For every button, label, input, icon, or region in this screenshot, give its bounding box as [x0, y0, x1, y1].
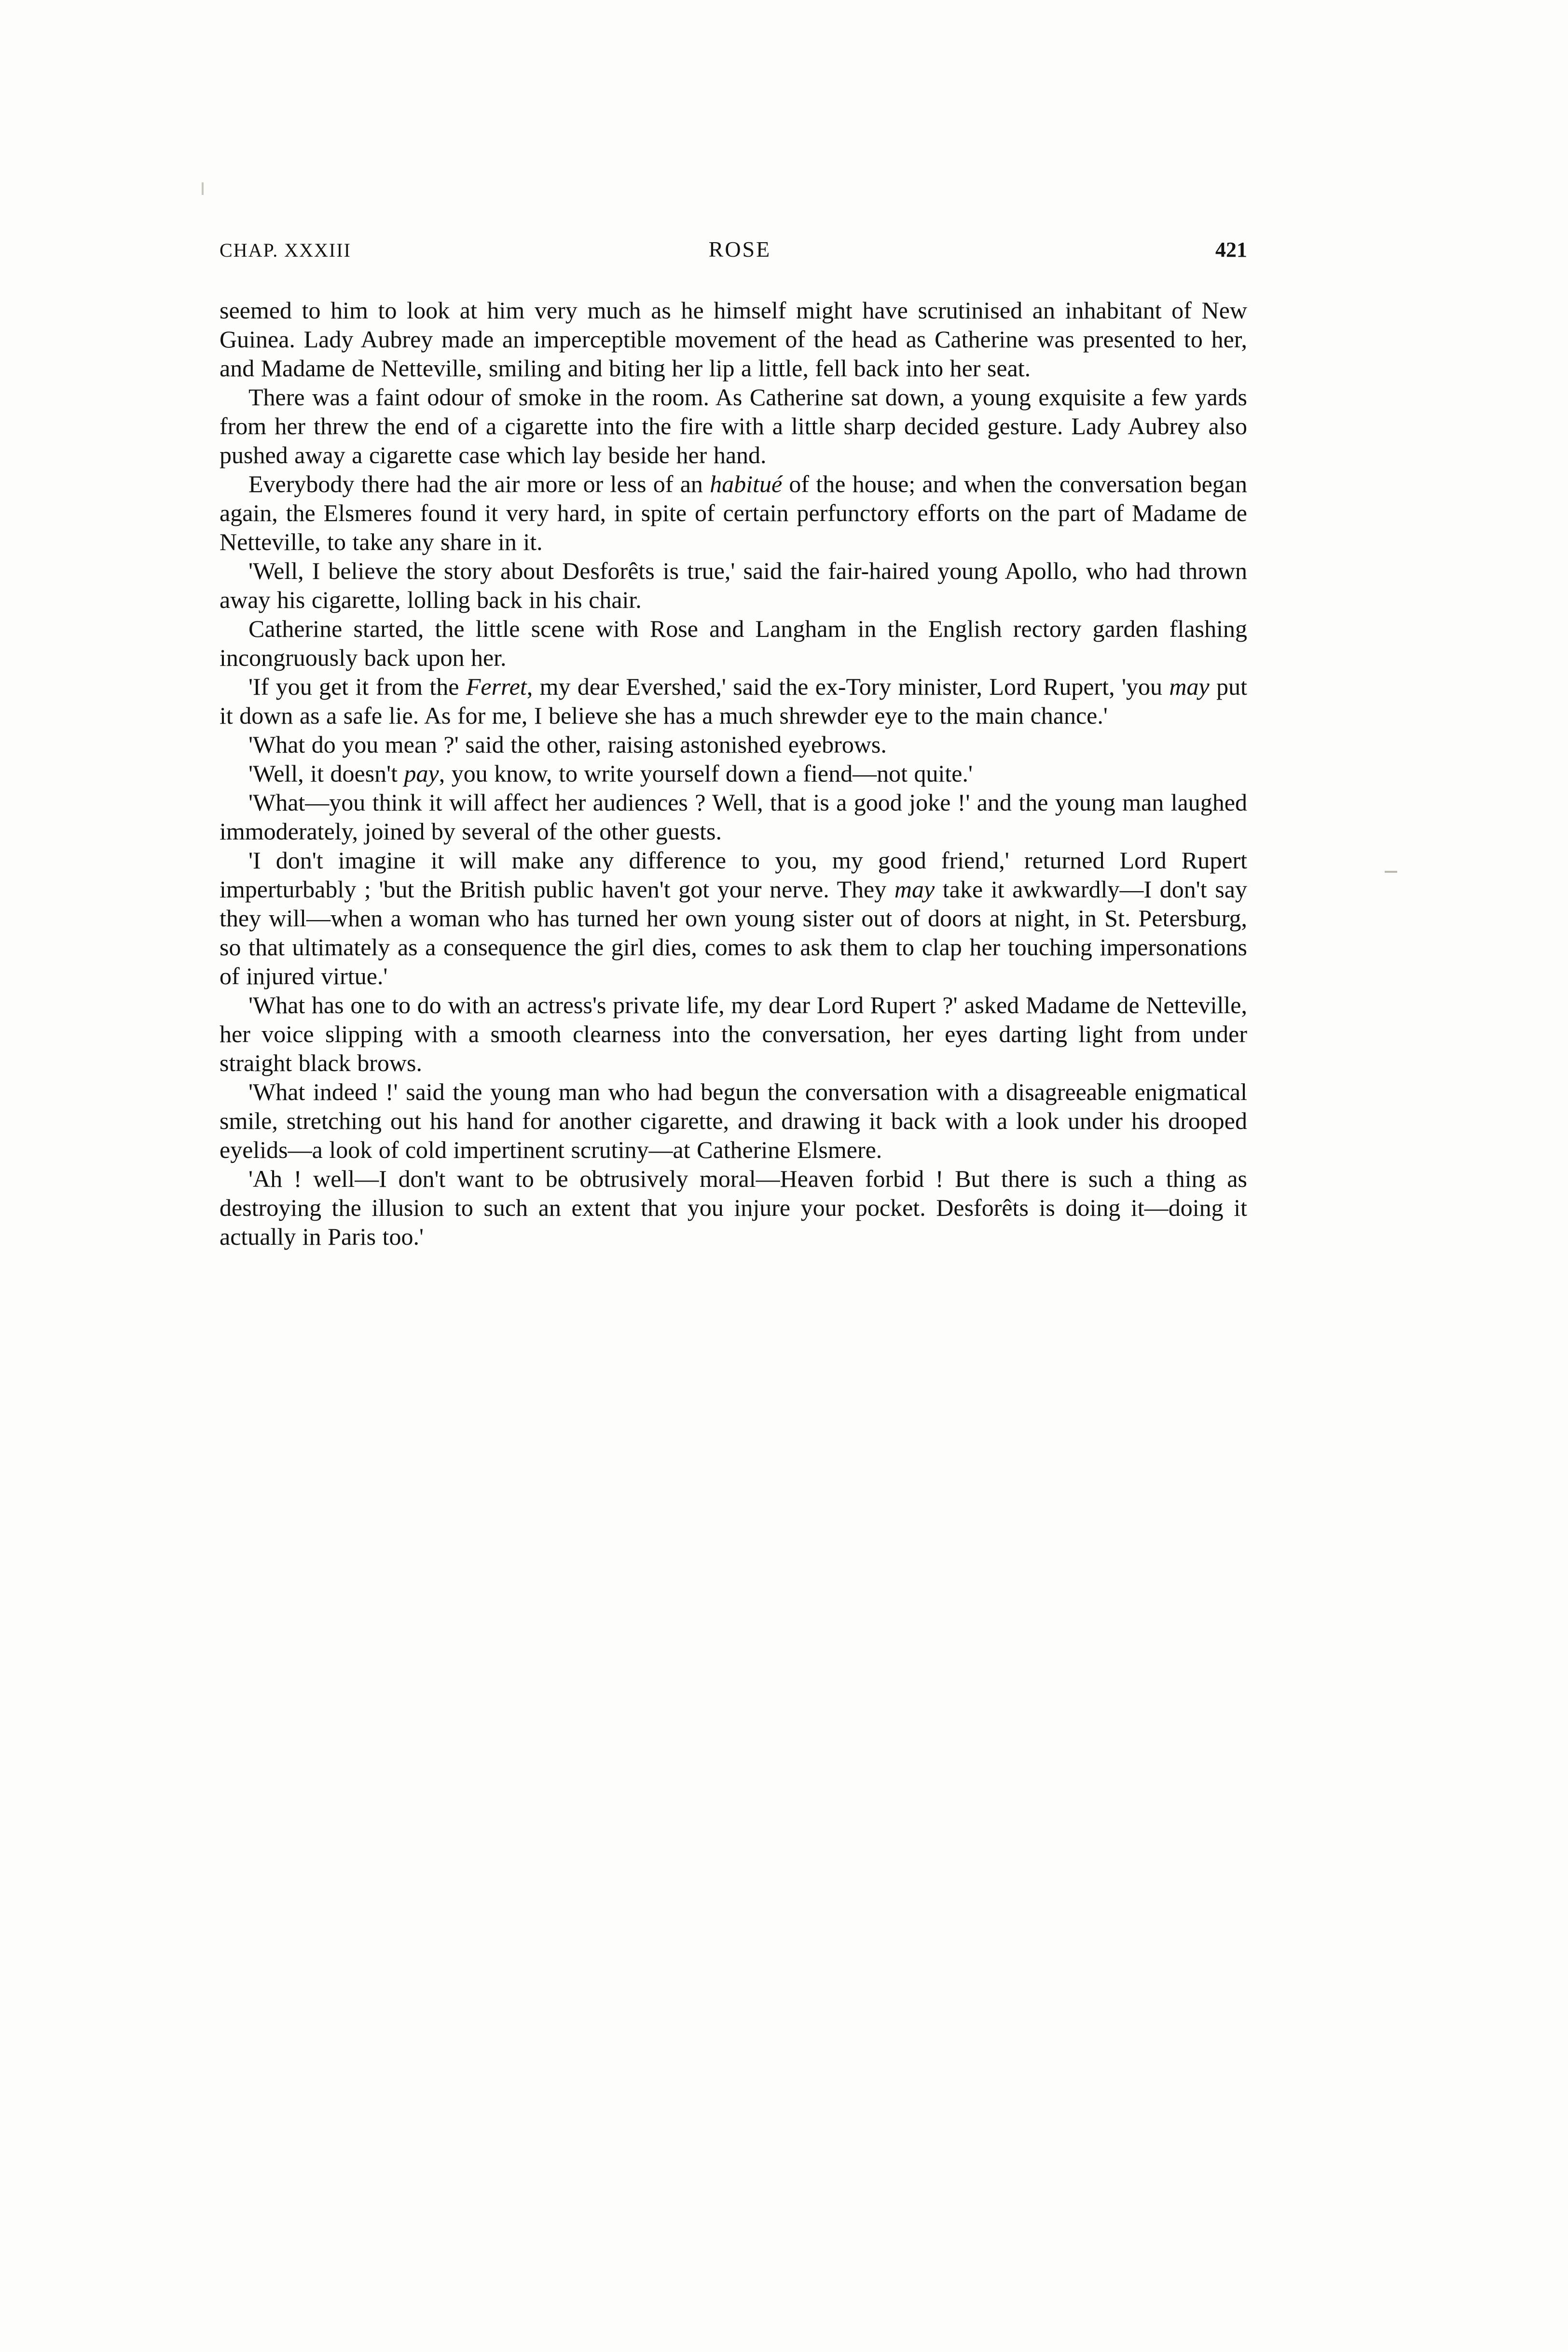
paragraph: 'Ah ! well—I don't want to be obtrusively moral—Heaven forbid ! But there is such a thing as destroying the illusion to such an extent that you injure your pocket. Desforêts is doing it—doing it actually in Paris too.'	[220, 1165, 1247, 1250]
paragraph: 'What do you mean ?' said the other, raising astonished eyebrows.	[248, 731, 887, 758]
paragraph: 'I don't imagine it will make any difference to you, my good friend,' returned Lord Rupert imperturbably ; 'but the British public haven't got your nerve. They may take it awkwardly—I don't say they will—when a woman who has turned her own young sister out of doors at night, in St. Petersburg, so that ultimately as a consequence the girl dies, comes to ask them to clap her touching impersonations of injured virtue.'	[220, 847, 1247, 990]
paragraph: Everybody there had the air more or less of an habitué of the house; and when the conversation began again, the Elsmeres found it very hard, in spite of certain perfunctory efforts on the part of Madame de Netteville, to take any share in it.	[220, 470, 1247, 555]
paragraph: 'Well, I believe the story about Desforêts is true,' said the fair-haired young Apollo, who had thrown away his cigarette, lolling back in his chair.	[220, 557, 1247, 613]
page-edge-mark	[1385, 871, 1397, 873]
page-number: 421	[1215, 238, 1247, 261]
paragraph: 'If you get it from the Ferret, my dear Evershed,' said the ex-Tory minister, Lord Rupert, 'you may put it down as a safe lie. As for me, I believe she has a much shrewder eye to the main chance.'	[220, 673, 1247, 729]
paragraph: There was a faint odour of smoke in the room. As Catherine sat down, a young exquisite a few yards from her threw the end of a cigarette into the fire with a little sharp decided gesture. Lady Aubrey also pushed away a cigarette case which lay beside her hand.	[220, 384, 1247, 468]
running-head	[220, 236, 1247, 262]
page-spine-mark	[202, 182, 204, 195]
paragraph: seemed to him to look at him very much as he himself might have scrutinised an inhabitant of New Guinea. Lady Aubrey made an imperceptible movement of the head as Catherine was presented to her, and Madame de Netteville, smiling and biting her lip a little, fell back into her seat.	[220, 297, 1247, 382]
paragraph: 'What has one to do with an actress's private life, my dear Lord Rupert ?' asked Madame de Netteville, her voice slipping with a smooth clearness into the conversation, her eyes darting light from under straight black brows.	[220, 991, 1247, 1076]
running-head-title: ROSE	[708, 237, 771, 261]
paragraph: 'What—you think it will affect her audiences ? Well, that is a good joke !' and the young man laughed immoderately, joined by several of the other guests.	[220, 789, 1247, 845]
paragraph: 'Well, it doesn't pay, you know, to write yourself down a fiend—not quite.'	[248, 760, 973, 787]
running-head-chapter: CHAP. XXXIII	[220, 239, 351, 261]
paragraph: 'What indeed !' said the young man who had begun the conversation with a disagreeable enigmatical smile, stretching out his hand for another cigarette, and drawing it back with a look under his drooped eyelids—a look of cold impertinent scrutiny—at Catherine Elsmere.	[220, 1078, 1247, 1163]
paragraph: Catherine started, the little scene with Rose and Langham in the English rectory garden flashing incongruously back upon her.	[220, 615, 1247, 671]
page-content	[220, 236, 1247, 1251]
body-text	[220, 296, 1247, 1251]
